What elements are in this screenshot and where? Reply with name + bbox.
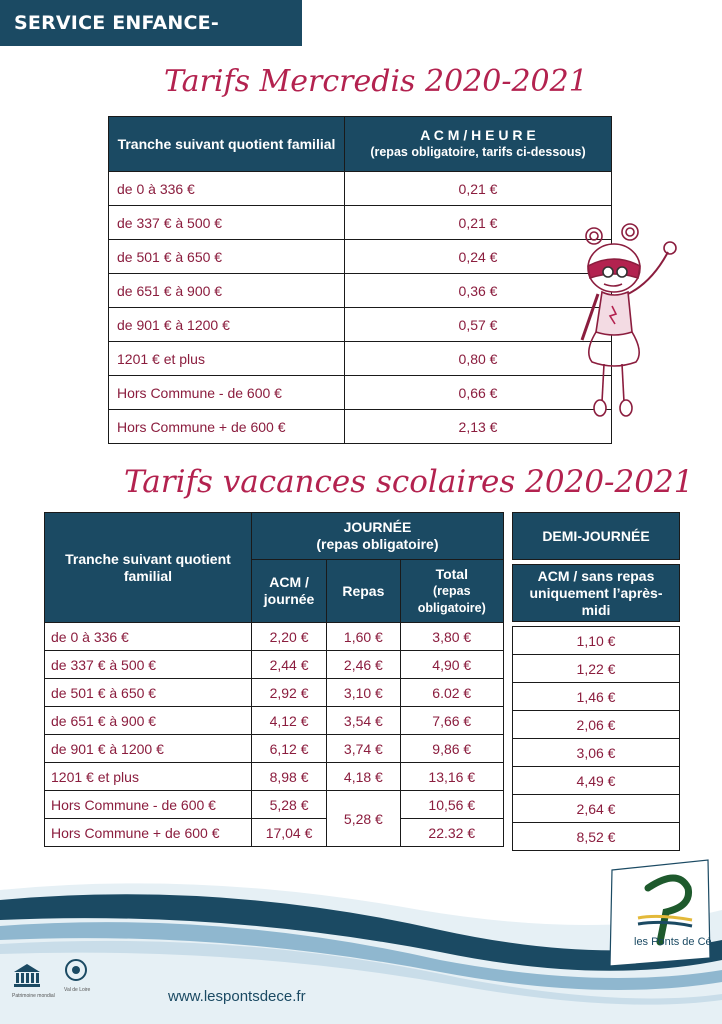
- logo-text: les Ponts de Cé: [634, 936, 712, 948]
- row-acm: 2,44 €: [251, 651, 326, 679]
- row-label: de 337 € à 500 €: [45, 651, 252, 679]
- demi-value: 1,22 €: [513, 655, 680, 683]
- row-label: Hors Commune - de 600 €: [109, 376, 345, 410]
- total-label: Total: [435, 565, 468, 582]
- valloire-icon: [64, 958, 88, 982]
- demi-header: DEMI-JOURNÉE: [513, 513, 680, 560]
- row-total: 13,16 €: [400, 763, 503, 791]
- table-row: [109, 240, 612, 274]
- table-row: [513, 739, 680, 767]
- row-acm: 8,98 €: [251, 763, 326, 791]
- row-acm: 5,28 €: [251, 791, 326, 819]
- unesco-emblem: [12, 962, 62, 1018]
- row-label: de 501 € à 650 €: [45, 679, 252, 707]
- row-value: 0,24 €: [345, 240, 612, 274]
- website-link[interactable]: www.lespontsdece.fr: [168, 988, 306, 1005]
- row-total: 7,66 €: [400, 707, 503, 735]
- title-mercredis: Tarifs Mercredis 2020-2021: [164, 64, 588, 99]
- table-row: [45, 791, 504, 819]
- row-label: Hors Commune - de 600 €: [45, 791, 252, 819]
- table-row: [109, 410, 612, 444]
- row-label: de 901 € à 1200 €: [109, 308, 345, 342]
- row-label: de 651 € à 900 €: [109, 274, 345, 308]
- table-row: [45, 763, 504, 791]
- mercredis-header-acm: [345, 117, 612, 172]
- row-label: de 337 € à 500 €: [109, 206, 345, 240]
- row-acm: 4,12 €: [251, 707, 326, 735]
- mercredis-header-tranche: [109, 117, 345, 172]
- table-row: [45, 735, 504, 763]
- demi-value: 1,10 €: [513, 627, 680, 655]
- table-row: [45, 707, 504, 735]
- row-label: de 0 à 336 €: [45, 623, 252, 651]
- row-total: 9,86 €: [400, 735, 503, 763]
- row-label: de 501 € à 650 €: [109, 240, 345, 274]
- row-total: 10,56 €: [400, 791, 503, 819]
- unesco-icon: [12, 962, 42, 988]
- title-vacances: Tarifs vacances scolaires 2020-2021: [124, 464, 694, 500]
- row-label: 1201 € et plus: [45, 763, 252, 791]
- row-acm: 6,12 €: [251, 735, 326, 763]
- vacances-header-tranche: [45, 513, 252, 623]
- table-row: [513, 711, 680, 739]
- hors-commune-repas: 5,28 €: [327, 791, 400, 847]
- row-value: 0,21 €: [345, 206, 612, 240]
- row-repas: 1,60 €: [327, 623, 400, 651]
- journee-label: JOURNÉE: [343, 519, 412, 535]
- demi-value: 4,49 €: [513, 767, 680, 795]
- table-row: [513, 627, 680, 655]
- table-row: [513, 655, 680, 683]
- mercredis-table: [108, 116, 612, 444]
- valloire-emblem: [64, 958, 120, 1018]
- table-row: [513, 795, 680, 823]
- row-label: Hors Commune + de 600 €: [109, 410, 345, 444]
- row-repas: 2,46 €: [327, 651, 400, 679]
- superhero-girl-illustration: [572, 222, 682, 432]
- table-row: [45, 623, 504, 651]
- table-row: [45, 819, 504, 847]
- demi-value: 8,52 €: [513, 823, 680, 851]
- row-acm: 17,04 €: [251, 819, 326, 847]
- vacances-header-journee: [251, 513, 503, 560]
- demi-value: 3,06 €: [513, 739, 680, 767]
- row-value: 0,80 €: [345, 342, 612, 376]
- row-label: de 901 € à 1200 €: [45, 735, 252, 763]
- vacances-header-total: [400, 560, 503, 623]
- table-row: [45, 679, 504, 707]
- row-total: 4,90 €: [400, 651, 503, 679]
- mercredis-header-acm-line1: A C M / H E U R E: [420, 127, 536, 143]
- valloire-text: Val de Loire: [64, 987, 91, 993]
- total-sub: (repas obligatoire): [417, 583, 486, 615]
- row-label: de 651 € à 900 €: [45, 707, 252, 735]
- unesco-text: Patrimoine mondial: [12, 993, 55, 999]
- row-value: 0,66 €: [345, 376, 612, 410]
- row-total: 22.32 €: [400, 819, 503, 847]
- row-label: Hors Commune + de 600 €: [45, 819, 252, 847]
- service-banner: SERVICE ENFANCE-JEUNESSE: [0, 0, 302, 46]
- table-row: [109, 376, 612, 410]
- row-label: 1201 € et plus: [109, 342, 345, 376]
- row-repas: 3,74 €: [327, 735, 400, 763]
- demi-subheader: ACM / sans repas uniquement l’après-midi: [513, 565, 680, 622]
- row-acm: 2,20 €: [251, 623, 326, 651]
- mercredis-header-tranche-text: Tranche suivant quotient familial: [117, 135, 336, 152]
- table-row: [513, 767, 680, 795]
- table-row: [109, 172, 612, 206]
- row-acm: 2,92 €: [251, 679, 326, 707]
- table-row: [513, 823, 680, 851]
- row-repas: 3,10 €: [327, 679, 400, 707]
- demi-value: 1,46 €: [513, 683, 680, 711]
- vacances-header-repas: Repas: [327, 560, 400, 623]
- table-row: [109, 206, 612, 240]
- row-value: 0,57 €: [345, 308, 612, 342]
- ponts-de-ce-logo-icon: [608, 858, 714, 970]
- row-label: de 0 à 336 €: [109, 172, 345, 206]
- vacances-header-acm: ACM / journée: [251, 560, 326, 623]
- table-row: [109, 308, 612, 342]
- row-total: 3,80 €: [400, 623, 503, 651]
- journee-sub: (repas obligatoire): [316, 536, 439, 552]
- table-row: [45, 651, 504, 679]
- row-value: 2,13 €: [345, 410, 612, 444]
- table-row: [513, 683, 680, 711]
- row-repas: 4,18 €: [327, 763, 400, 791]
- demi-value: 2,06 €: [513, 711, 680, 739]
- demi-value: 2,64 €: [513, 795, 680, 823]
- row-value: 0,36 €: [345, 274, 612, 308]
- ponts-de-ce-logo: [608, 858, 714, 970]
- row-value: 0,21 €: [345, 172, 612, 206]
- table-row: [109, 274, 612, 308]
- table-row: [109, 342, 612, 376]
- row-repas: 3,54 €: [327, 707, 400, 735]
- row-total: 6.02 €: [400, 679, 503, 707]
- mercredis-header-acm-line2: (repas obligatoire, tarifs ci-dessous): [370, 145, 586, 159]
- vacances-table: [44, 512, 504, 847]
- vacances-header-tranche-text: Tranche suivant quotient familial: [65, 550, 231, 584]
- demi-journee-table: [512, 512, 680, 851]
